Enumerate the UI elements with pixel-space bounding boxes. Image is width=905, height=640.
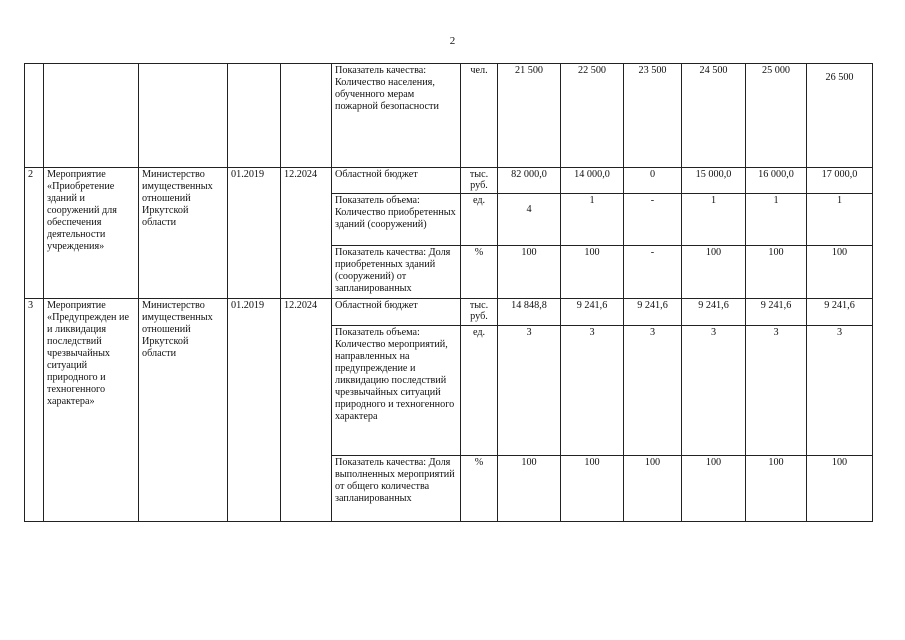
executor	[139, 64, 228, 168]
event-name: Мероприятие «Предупрежден ие и ликвидация последствий чрезвычайных ситуаций природного и техногенного характера»	[44, 299, 139, 522]
value-2024: 17 000,0	[807, 168, 873, 194]
unit: ед.	[461, 326, 498, 456]
value-2023: 1	[746, 194, 807, 246]
value-2022: 1	[682, 194, 746, 246]
value-2020: 14 000,0	[561, 168, 624, 194]
end-date: 12.2024	[281, 299, 332, 522]
value-2023: 9 241,6	[746, 299, 807, 326]
row-number	[25, 64, 44, 168]
value-2020: 100	[561, 246, 624, 299]
value-2020: 22 500	[561, 64, 624, 168]
value-2021: 9 241,6	[624, 299, 682, 326]
table-row	[25, 64, 873, 168]
value-2024: 1	[807, 194, 873, 246]
program-table	[24, 63, 873, 522]
value-2022: 24 500	[682, 64, 746, 168]
value-2020: 9 241,6	[561, 299, 624, 326]
start-date: 01.2019	[228, 168, 281, 299]
page-number: 2	[449, 35, 456, 47]
value-2024: 9 241,6	[807, 299, 873, 326]
start-date	[228, 64, 281, 168]
row-number: 3	[25, 299, 44, 522]
value-2019: 4	[498, 194, 561, 246]
value-2023: 100	[746, 246, 807, 299]
value-2021: 3	[624, 326, 682, 456]
value-2022: 3	[682, 326, 746, 456]
value-2021: 100	[624, 456, 682, 522]
value-2019: 14 848,8	[498, 299, 561, 326]
value-2020: 1	[561, 194, 624, 246]
table-row	[25, 299, 873, 326]
value-2023: 16 000,0	[746, 168, 807, 194]
value-2019: 82 000,0	[498, 168, 561, 194]
unit: %	[461, 456, 498, 522]
start-date: 01.2019	[228, 299, 281, 522]
end-date: 12.2024	[281, 168, 332, 299]
value-2024: 100	[807, 456, 873, 522]
value-2024: 100	[807, 246, 873, 299]
unit: чел.	[461, 64, 498, 168]
table-row	[25, 168, 873, 194]
event-name	[44, 64, 139, 168]
unit: ед.	[461, 194, 498, 246]
event-name: Мероприятие «Приобретение зданий и сооружений для обеспечения деятельности учреждения»	[44, 168, 139, 299]
value-2024: 26 500	[807, 64, 873, 168]
row-number: 2	[25, 168, 44, 299]
executor: Министерство имущественных отношений Иркутской области	[139, 299, 228, 522]
value-2021: 23 500	[624, 64, 682, 168]
unit: %	[461, 246, 498, 299]
executor: Министерство имущественных отношений Иркутской области	[139, 168, 228, 299]
indicator-label: Показатель объема: Количество приобретенных зданий (сооружений)	[332, 194, 461, 246]
indicator-label: Областной бюджет	[332, 168, 461, 194]
value-2019: 100	[498, 246, 561, 299]
value-2024: 3	[807, 326, 873, 456]
value-2019: 3	[498, 326, 561, 456]
indicator-label: Областной бюджет	[332, 299, 461, 326]
indicator-label: Показатель качества: Доля приобретенных зданий (сооружений) от запланированных	[332, 246, 461, 299]
value-2022: 9 241,6	[682, 299, 746, 326]
value-2023: 25 000	[746, 64, 807, 168]
indicator-label: Показатель качества: Количество населения, обученного мерам пожарной безопасности	[332, 64, 461, 168]
value-2020: 3	[561, 326, 624, 456]
value-2023: 100	[746, 456, 807, 522]
value-2022: 100	[682, 456, 746, 522]
unit: тыс. руб.	[461, 299, 498, 326]
value-2019: 21 500	[498, 64, 561, 168]
indicator-label: Показатель объема: Количество мероприятий, направленных на предупреждение и ликвидацию последствий чрезвычайных ситуаций природного и техногенного характера	[332, 326, 461, 456]
value-2022: 15 000,0	[682, 168, 746, 194]
end-date	[281, 64, 332, 168]
value-2021: -	[624, 194, 682, 246]
value-2021: 0	[624, 168, 682, 194]
value-2020: 100	[561, 456, 624, 522]
unit: тыс. руб.	[461, 168, 498, 194]
value-2019: 100	[498, 456, 561, 522]
value-2021: -	[624, 246, 682, 299]
indicator-label: Показатель качества: Доля выполненных мероприятий от общего количества запланированных	[332, 456, 461, 522]
value-2022: 100	[682, 246, 746, 299]
value-2023: 3	[746, 326, 807, 456]
